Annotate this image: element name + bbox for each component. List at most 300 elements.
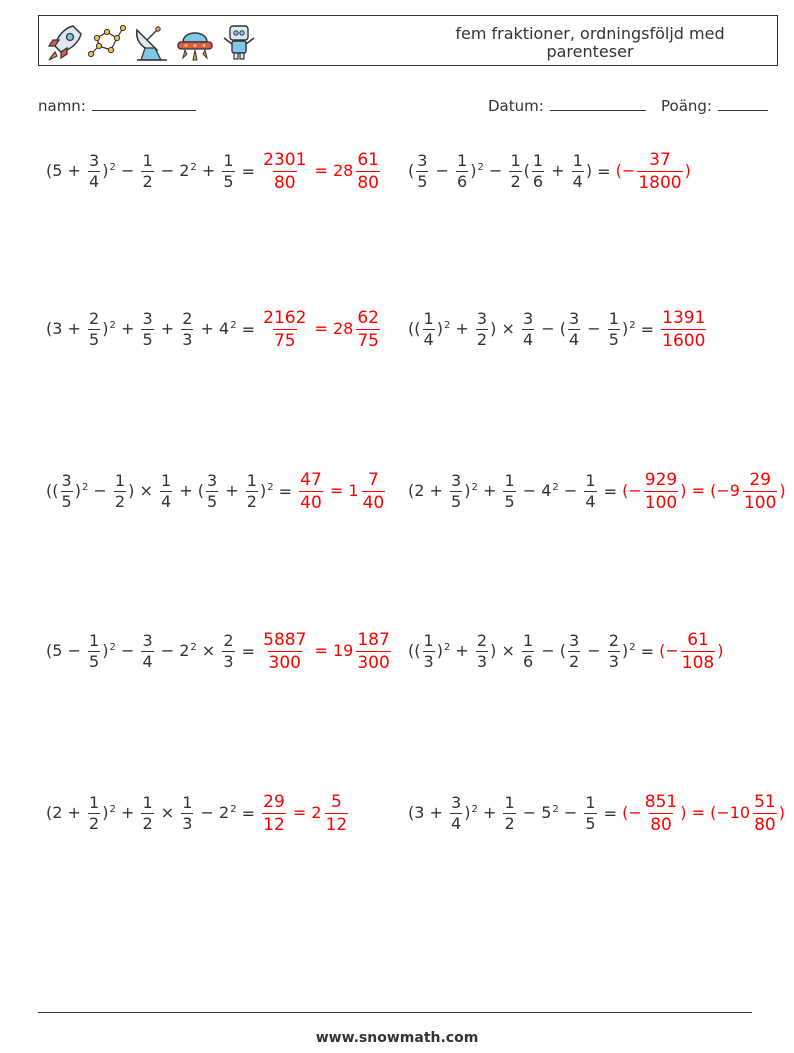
- numerator: 1: [142, 150, 153, 170]
- problem-answer: [260, 630, 393, 673]
- math-symbol: ): [436, 640, 443, 660]
- math-symbol: ): [464, 480, 471, 500]
- math-symbol: −: [716, 480, 730, 500]
- problem-item: [408, 141, 691, 201]
- denominator: 12: [263, 814, 285, 835]
- fraction: [141, 152, 153, 191]
- math-symbol: −: [587, 318, 601, 338]
- math-symbol: ): [490, 640, 497, 660]
- math-symbol: =: [691, 480, 705, 500]
- math-symbol: (: [414, 640, 421, 660]
- fraction: [450, 472, 462, 511]
- fraction: [423, 632, 435, 671]
- math-symbol: (: [46, 480, 53, 500]
- equals-sign: =: [635, 319, 660, 339]
- math-symbol: −: [435, 160, 449, 180]
- math-symbol: −: [120, 160, 135, 180]
- math-symbol: ): [621, 318, 629, 338]
- robot-icon: [219, 20, 259, 64]
- math-symbol: 4: [541, 480, 552, 500]
- exponent: 2: [443, 641, 451, 653]
- fraction: [450, 794, 462, 833]
- denominator: 80: [357, 172, 379, 193]
- denominator: 5: [223, 171, 234, 191]
- math-symbol: +: [160, 318, 175, 338]
- math-symbol: 2: [179, 640, 190, 660]
- math-symbol: ): [102, 802, 109, 822]
- problem-item: [46, 299, 382, 359]
- problem-item: [46, 141, 382, 201]
- fraction: [476, 632, 488, 671]
- numerator: 3: [61, 470, 72, 490]
- problem-expression: [46, 310, 237, 349]
- worksheet-title: fem fraktioner, ordningsföljd med parenteser: [455, 24, 725, 61]
- denominator: 3: [182, 329, 193, 349]
- fraction: [246, 472, 258, 511]
- math-symbol: ): [680, 480, 687, 500]
- fraction: [681, 630, 715, 673]
- fraction: [262, 308, 307, 351]
- math-symbol: +: [551, 160, 565, 180]
- math-symbol: −: [200, 802, 214, 822]
- math-symbol: +: [120, 318, 135, 338]
- problem-answer: [622, 792, 785, 835]
- fraction: [476, 310, 488, 349]
- fraction: [743, 470, 777, 513]
- numerator: 29: [263, 791, 285, 812]
- rocket-icon: [43, 20, 83, 64]
- exponent: 2: [109, 641, 116, 653]
- math-symbol: ): [778, 802, 785, 822]
- fraction: [206, 472, 218, 511]
- problem-expression: [408, 310, 636, 349]
- numerator: 2162: [263, 307, 307, 328]
- equals-sign: =: [236, 319, 261, 339]
- numerator: 1: [504, 470, 515, 490]
- math-symbol: ): [128, 480, 135, 500]
- mixed-whole: 10: [729, 802, 751, 822]
- math-symbol: ): [585, 160, 593, 180]
- math-symbol: ×: [139, 480, 153, 500]
- problem-item: [408, 461, 786, 521]
- math-symbol: (: [408, 802, 415, 822]
- mixed-whole: 1: [348, 480, 359, 500]
- fraction: [88, 310, 100, 349]
- name-blank[interactable]: [92, 95, 196, 111]
- math-symbol: (: [559, 318, 566, 338]
- denominator: 5: [142, 329, 153, 349]
- math-symbol: ): [779, 480, 786, 500]
- fraction: [222, 632, 234, 671]
- denominator: 4: [451, 813, 462, 833]
- denominator: 6: [457, 171, 468, 191]
- fraction: [503, 472, 515, 511]
- mixed-whole: 28: [333, 318, 354, 338]
- fraction: [416, 152, 428, 191]
- fraction: [568, 632, 580, 671]
- denominator: 4: [142, 651, 153, 671]
- denominator: 4: [572, 171, 583, 191]
- math-symbol: +: [225, 480, 239, 500]
- denominator: 3: [608, 651, 619, 671]
- numerator: 2: [476, 630, 488, 650]
- math-symbol: +: [429, 480, 443, 500]
- denominator: 6: [522, 651, 534, 671]
- denominator: 75: [357, 330, 379, 351]
- exponent: 2: [190, 161, 197, 173]
- problem-expression: [408, 632, 636, 671]
- denominator: 12: [325, 814, 348, 835]
- math-symbol: +: [67, 160, 81, 180]
- mixed-whole: 2: [311, 802, 322, 822]
- numerator: 5887: [263, 629, 307, 650]
- numerator: 2: [223, 630, 234, 650]
- numerator: 1: [504, 792, 515, 812]
- denominator: 3: [223, 651, 234, 671]
- math-symbol: 4: [219, 318, 230, 338]
- numerator: 61: [687, 629, 709, 650]
- fraction: [753, 792, 777, 835]
- denominator: 5: [608, 329, 619, 349]
- fraction: [503, 794, 515, 833]
- numerator: 3: [568, 308, 580, 328]
- math-symbol: 5: [52, 160, 63, 180]
- exponent: 2: [629, 319, 636, 331]
- problem-expression: [46, 794, 237, 833]
- denominator: 5: [504, 491, 515, 511]
- fraction: [61, 472, 73, 511]
- date-field[interactable]: [488, 95, 646, 115]
- mixed-whole: 9: [729, 480, 740, 500]
- math-symbol: ): [436, 318, 443, 338]
- math-symbol: ): [464, 802, 471, 822]
- denominator: 80: [273, 172, 296, 193]
- denominator: 2: [568, 651, 580, 671]
- math-symbol: −: [628, 802, 642, 822]
- numerator: 62: [357, 307, 379, 328]
- denominator: 4: [89, 171, 100, 191]
- denominator: 40: [300, 492, 322, 513]
- fraction: [584, 794, 596, 833]
- numerator: 1: [142, 792, 153, 812]
- math-symbol: (: [46, 160, 53, 180]
- mixed-whole: 28: [333, 160, 354, 180]
- math-symbol: +: [67, 318, 81, 338]
- numerator: 3: [522, 308, 534, 328]
- numerator: 1: [585, 792, 596, 812]
- denominator: 3: [476, 651, 488, 671]
- math-symbol: (: [622, 480, 629, 500]
- problem-answer: [297, 470, 387, 513]
- denominator: 300: [357, 652, 390, 673]
- math-symbol: =: [314, 160, 328, 180]
- math-symbol: −: [93, 480, 107, 500]
- denominator: 5: [417, 171, 428, 191]
- numerator: 61: [357, 149, 379, 170]
- math-symbol: (: [408, 160, 415, 180]
- math-symbol: −: [522, 480, 537, 500]
- numerator: 1: [246, 470, 257, 490]
- math-symbol: 5: [541, 802, 552, 822]
- numerator: 1: [89, 630, 100, 650]
- math-symbol: −: [541, 318, 555, 338]
- fraction: [456, 152, 468, 191]
- math-symbol: 3: [414, 802, 425, 822]
- problem-answer: [260, 150, 382, 193]
- denominator: 80: [650, 814, 672, 835]
- fraction: [325, 792, 349, 835]
- numerator: 1: [223, 150, 234, 170]
- fraction: [661, 308, 706, 351]
- fraction: [141, 632, 153, 671]
- math-symbol: (: [523, 160, 530, 180]
- exponent: 2: [230, 803, 237, 815]
- denominator: 5: [89, 329, 100, 349]
- denominator: 1800: [638, 172, 682, 193]
- exponent: 2: [81, 481, 89, 493]
- numerator: 929: [644, 469, 678, 490]
- exponent: 2: [443, 319, 451, 331]
- math-symbol: 2: [414, 480, 425, 500]
- numerator: 851: [644, 791, 678, 812]
- fraction: [299, 470, 323, 513]
- numerator: 1391: [662, 307, 706, 328]
- math-symbol: +: [429, 802, 443, 822]
- exponent: 2: [230, 319, 237, 331]
- equals-sign: =: [635, 641, 660, 661]
- math-symbol: (: [46, 802, 53, 822]
- math-symbol: ): [74, 480, 81, 500]
- math-symbol: =: [314, 318, 328, 338]
- math-symbol: ): [102, 640, 109, 660]
- math-symbol: −: [522, 802, 537, 822]
- math-symbol: ×: [501, 318, 515, 338]
- math-symbol: 3: [52, 318, 63, 338]
- math-symbol: 2: [52, 802, 63, 822]
- math-symbol: (: [408, 640, 415, 660]
- exponent: 2: [109, 803, 116, 815]
- math-symbol: ): [490, 318, 497, 338]
- math-symbol: (: [46, 318, 53, 338]
- denominator: 2: [476, 329, 488, 349]
- math-symbol: +: [120, 802, 135, 822]
- math-symbol: +: [200, 318, 214, 338]
- fraction: [572, 152, 584, 191]
- problem-answer: [260, 792, 350, 835]
- score-label: Poäng:: [661, 97, 712, 115]
- fraction: [532, 152, 544, 191]
- math-symbol: (: [46, 640, 53, 660]
- math-symbol: (: [710, 802, 717, 822]
- math-symbol: ): [621, 640, 629, 660]
- math-symbol: (: [710, 480, 717, 500]
- numerator: 3: [142, 630, 153, 650]
- problem-answer: [659, 308, 708, 351]
- math-symbol: −: [541, 640, 555, 660]
- denominator: 4: [522, 329, 534, 349]
- numerator: 37: [649, 149, 671, 170]
- math-symbol: (: [414, 318, 421, 338]
- math-symbol: ): [684, 160, 691, 180]
- math-symbol: −: [563, 802, 578, 822]
- denominator: 2: [504, 813, 515, 833]
- math-symbol: (: [559, 640, 566, 660]
- numerator: 187: [357, 629, 390, 650]
- denominator: 5: [451, 491, 462, 511]
- problem-item: [46, 461, 387, 521]
- problem-expression: [408, 472, 599, 511]
- fraction: [568, 310, 580, 349]
- fraction: [262, 150, 307, 193]
- fraction: [608, 632, 620, 671]
- denominator: 6: [532, 171, 544, 191]
- numerator: 1: [510, 150, 521, 170]
- exponent: 2: [629, 641, 636, 653]
- exponent: 2: [471, 803, 478, 815]
- fraction: [644, 792, 678, 835]
- problem-item: [46, 621, 393, 681]
- numerator: 1: [457, 150, 468, 170]
- equals-sign: =: [592, 161, 616, 181]
- math-symbol: (: [408, 318, 415, 338]
- denominator: 4: [568, 329, 580, 349]
- worksheet-header: [38, 15, 778, 66]
- fraction: [522, 310, 534, 349]
- math-symbol: −: [628, 480, 642, 500]
- math-symbol: +: [179, 480, 193, 500]
- numerator: 29: [749, 469, 771, 490]
- math-symbol: ): [259, 480, 267, 500]
- numerator: 3: [89, 150, 100, 170]
- numerator: 1: [585, 470, 596, 490]
- denominator: 2: [114, 491, 126, 511]
- numerator: 2301: [263, 149, 307, 170]
- fraction: [88, 632, 100, 671]
- fraction: [637, 150, 682, 193]
- numerator: 7: [367, 469, 379, 490]
- denominator: 5: [89, 651, 100, 671]
- math-symbol: −: [160, 160, 175, 180]
- equals-sign: =: [273, 481, 298, 501]
- problem-expression: [46, 472, 274, 511]
- numerator: 51: [754, 791, 776, 812]
- math-symbol: −: [665, 640, 679, 660]
- exponent: 2: [267, 481, 274, 493]
- denominator: 108: [681, 652, 715, 673]
- numerator: 2: [608, 630, 619, 650]
- denominator: 80: [754, 814, 776, 835]
- numerator: 1: [160, 470, 172, 490]
- math-symbol: (: [197, 480, 204, 500]
- fraction: [356, 630, 390, 673]
- math-symbol: ×: [501, 640, 515, 660]
- constellation-icon: [87, 20, 127, 64]
- mixed-whole: 19: [333, 640, 354, 660]
- numerator: 2: [182, 308, 193, 328]
- numerator: 3: [142, 308, 153, 328]
- header-icons: [43, 20, 259, 64]
- exponent: 2: [109, 161, 116, 173]
- math-symbol: =: [292, 802, 307, 822]
- problem-item: [46, 783, 350, 843]
- denominator: 2: [246, 491, 257, 511]
- denominator: 300: [268, 652, 301, 673]
- math-symbol: ): [470, 160, 477, 180]
- math-symbol: +: [455, 640, 469, 660]
- problem-answer: [659, 630, 723, 673]
- math-symbol: +: [482, 480, 497, 500]
- numerator: 5: [330, 791, 342, 812]
- denominator: 2: [510, 171, 521, 191]
- date-blank[interactable]: [550, 95, 646, 111]
- problem-item: [408, 621, 724, 681]
- problem-expression: [46, 632, 237, 671]
- fraction: [88, 152, 100, 191]
- math-symbol: −: [488, 160, 503, 180]
- numerator: 1: [114, 470, 126, 490]
- fraction: [522, 632, 534, 671]
- problem-answer: [260, 308, 382, 351]
- exponent: 2: [552, 481, 559, 493]
- fraction: [181, 794, 193, 833]
- math-symbol: (: [659, 640, 666, 660]
- numerator: 1: [608, 308, 619, 328]
- numerator: 2: [89, 308, 100, 328]
- score-field[interactable]: [661, 95, 768, 115]
- denominator: 2: [142, 813, 153, 833]
- date-label: Datum:: [488, 97, 544, 115]
- fraction: [88, 794, 100, 833]
- numerator: 1: [532, 150, 544, 170]
- math-symbol: (: [622, 802, 629, 822]
- fraction: [356, 308, 380, 351]
- math-symbol: 5: [52, 640, 63, 660]
- problem-answer: [622, 470, 786, 513]
- exponent: 2: [109, 319, 116, 331]
- footer-website: www.snowmath.com: [315, 1030, 479, 1046]
- fraction: [262, 792, 286, 835]
- math-symbol: +: [201, 160, 216, 180]
- math-symbol: ): [102, 318, 109, 338]
- denominator: 4: [160, 491, 172, 511]
- satellite-dish-icon: [131, 20, 171, 64]
- math-symbol: =: [691, 802, 705, 822]
- math-symbol: =: [314, 640, 328, 660]
- footer-divider: [38, 1012, 752, 1013]
- fraction: [362, 470, 386, 513]
- problem-item: [408, 299, 708, 359]
- fraction: [356, 150, 380, 193]
- fraction: [262, 630, 307, 673]
- math-symbol: −: [563, 480, 578, 500]
- numerator: 1: [89, 792, 100, 812]
- denominator: 2: [142, 171, 153, 191]
- fraction: [644, 470, 678, 513]
- math-symbol: +: [455, 318, 469, 338]
- numerator: 3: [451, 470, 462, 490]
- denominator: 4: [585, 491, 596, 511]
- fraction: [141, 310, 153, 349]
- denominator: 2: [89, 813, 100, 833]
- equals-sign: =: [236, 161, 261, 181]
- name-field[interactable]: [38, 95, 196, 115]
- score-blank[interactable]: [718, 95, 768, 111]
- fraction: [160, 472, 172, 511]
- math-symbol: ): [717, 640, 724, 660]
- numerator: 1: [423, 630, 434, 650]
- denominator: 3: [423, 651, 434, 671]
- math-symbol: (: [408, 480, 415, 500]
